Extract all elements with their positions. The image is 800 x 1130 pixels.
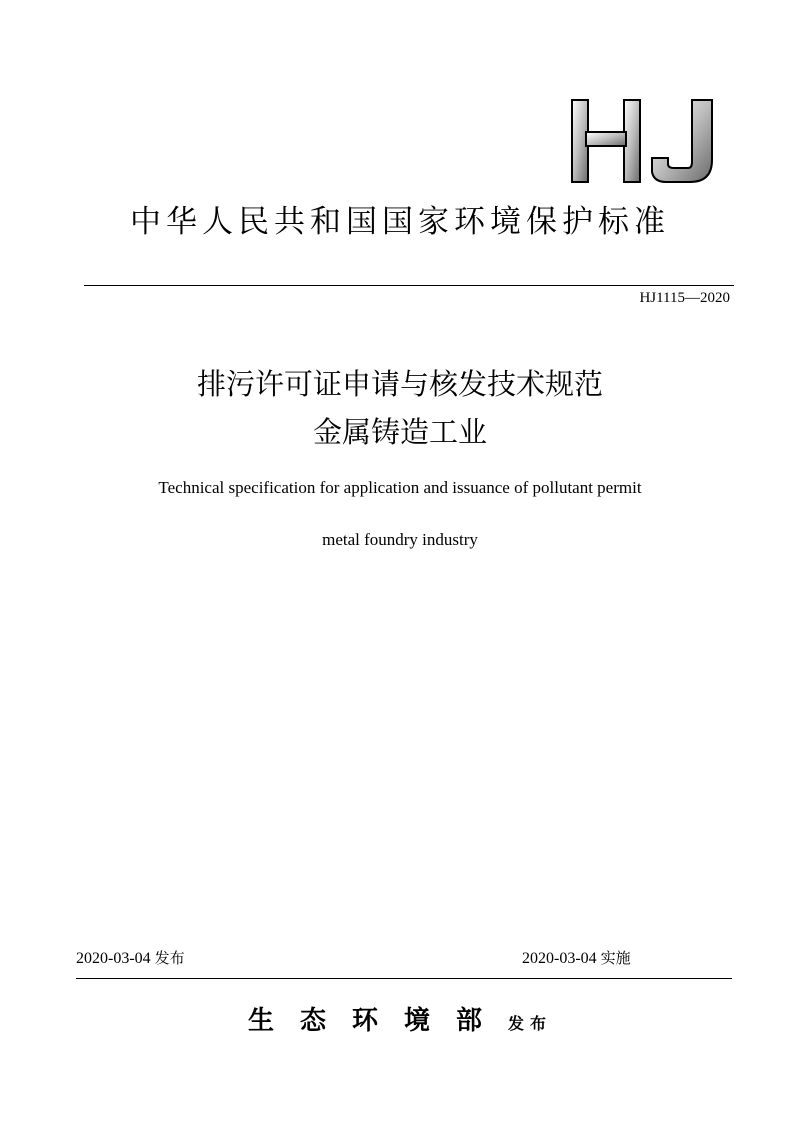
implementation-date-label: 实施	[600, 949, 631, 967]
issue-date-label: 发布	[154, 949, 185, 967]
implementation-date	[522, 947, 631, 968]
implementation-date-value: 2020-03-04	[522, 950, 597, 967]
title-en-line1: Technical specification for application and issuance of pollutant permit	[158, 478, 642, 497]
standard-code: HJ1115—2020	[639, 290, 730, 306]
standard-organization: 中华人民共和国国家环境保护标准	[130, 204, 670, 240]
top-divider	[84, 285, 734, 286]
issue-date-value: 2020-03-04	[76, 950, 151, 967]
hj-logo	[566, 92, 726, 192]
bottom-divider	[76, 978, 732, 979]
title-en-line2: metal foundry industry	[322, 530, 478, 549]
title-cn-line1: 排污许可证申请与核发技术规范	[196, 367, 603, 401]
title-cn-line2: 金属铸造工业	[312, 415, 487, 449]
publisher-suffix: 发布	[508, 1014, 553, 1033]
issue-date	[76, 947, 185, 968]
publisher	[0, 1000, 800, 1037]
publisher-name: 生态环境部	[247, 1006, 508, 1036]
